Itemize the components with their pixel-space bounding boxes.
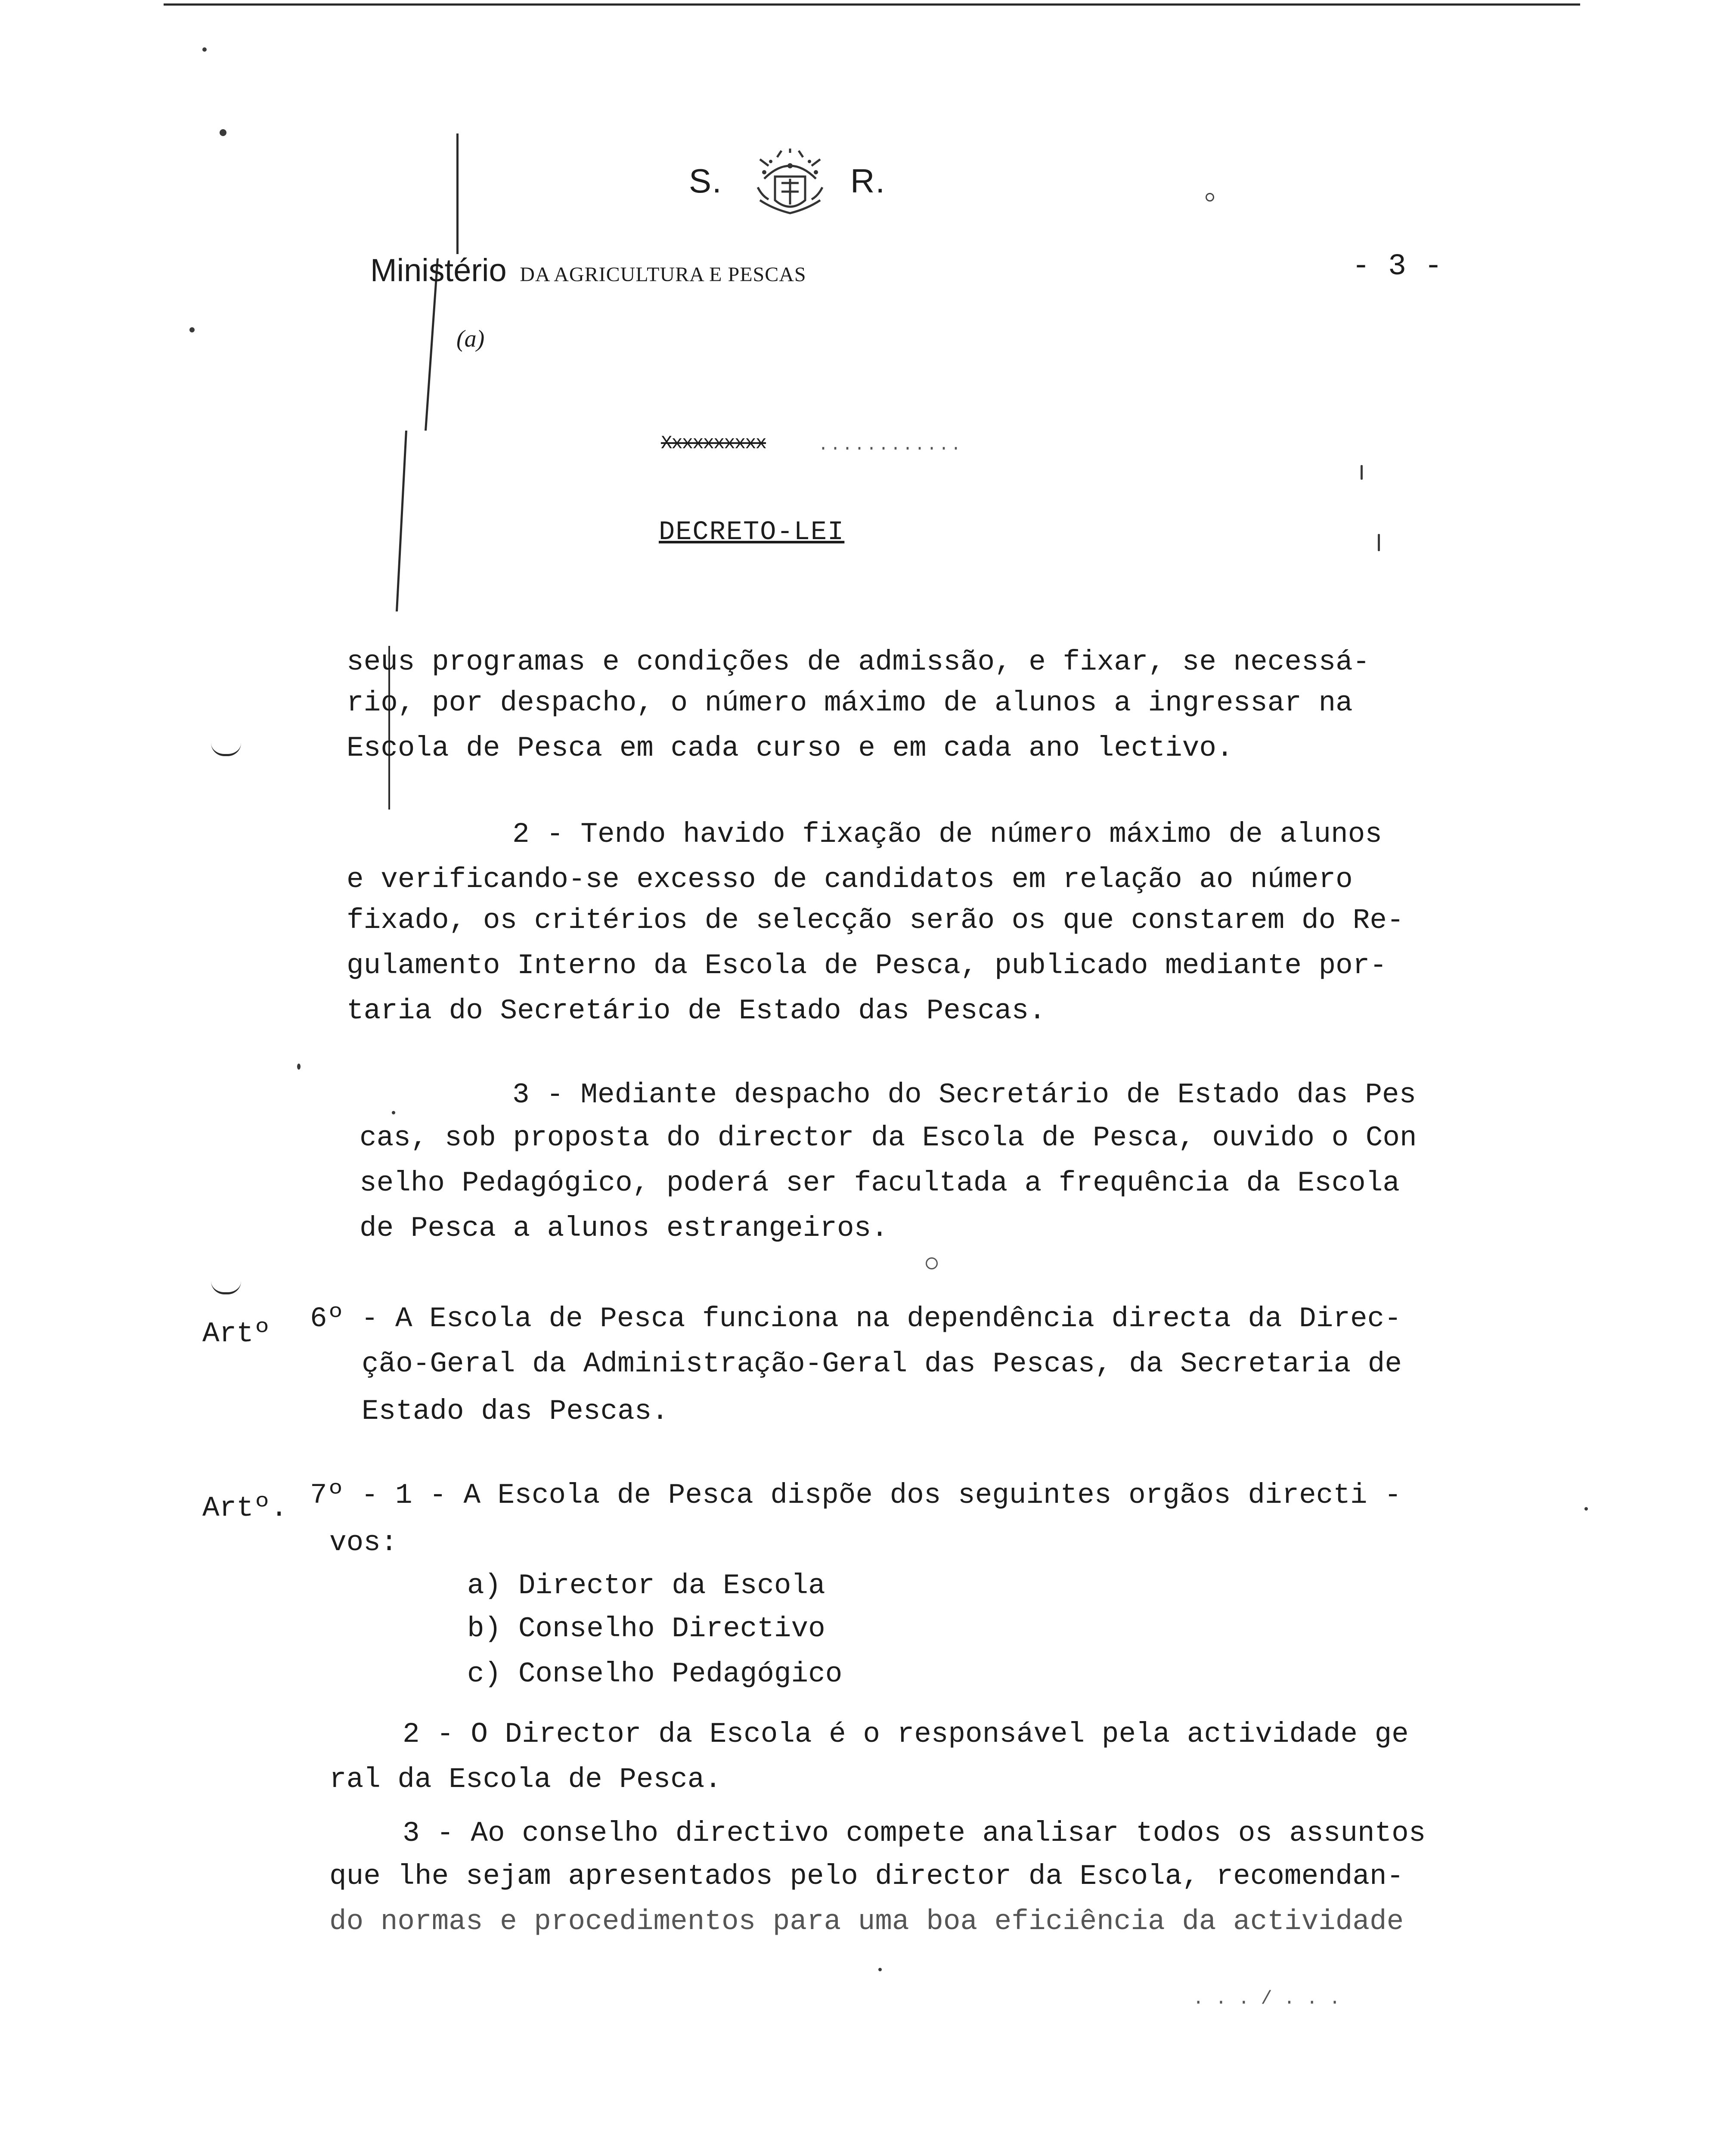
body-line: rio, por despacho, o número máximo de alunos a ingressar na xyxy=(347,687,1353,719)
dotted-fill-line: ............ xyxy=(818,436,963,455)
continuation-mark: . . . / . . . xyxy=(1193,1988,1341,2010)
body-line: que lhe sejam apresentados pelo director da Escola, recomendan- xyxy=(329,1860,1404,1892)
list-item: b) Conselho Directivo xyxy=(467,1613,825,1645)
margin-bracket-mark xyxy=(211,1281,241,1294)
body-line: taria do Secretário de Estado das Pescas. xyxy=(347,995,1046,1027)
article-label: Artº xyxy=(202,1318,271,1350)
scan-speck xyxy=(1361,465,1363,480)
scan-speck xyxy=(297,1064,301,1070)
ministry-name: DA AGRICULTURA E PESCAS xyxy=(520,263,806,286)
body-line: seus programas e condições de admissão, e fixar, se necessá- xyxy=(347,646,1370,678)
scan-speck xyxy=(220,129,226,136)
margin-line-lower xyxy=(396,431,407,611)
document-title: DECRETO-LEI xyxy=(659,517,845,547)
body-line: Estado das Pescas. xyxy=(362,1395,669,1427)
body-line: ral da Escola de Pesca. xyxy=(329,1763,722,1796)
scan-speck xyxy=(926,1257,938,1269)
body-line: cas, sob proposta do director da Escola de Pesca, ouvido o Con xyxy=(360,1122,1417,1154)
scan-mark xyxy=(1206,193,1214,202)
ministry-heading xyxy=(370,252,806,289)
marker-a: (a) xyxy=(456,326,485,352)
header-sr-right: R. xyxy=(850,162,886,200)
page-number: - 3 - xyxy=(1352,250,1443,284)
scan-speck xyxy=(1378,534,1380,551)
body-line: Escola de Pesca em cada curso e em cada ano lectivo. xyxy=(347,732,1234,764)
scan-speck xyxy=(189,327,195,332)
scan-speck xyxy=(202,47,207,52)
struck-out-heading: Xxxxxxxxxx xyxy=(661,433,766,454)
article-label: Artº. xyxy=(202,1492,288,1524)
ministry-prefix: Ministério xyxy=(370,252,507,288)
top-scan-edge-line xyxy=(164,3,1580,6)
body-line: de Pesca a alunos estrangeiros. xyxy=(360,1212,888,1244)
body-line: 2 - Tendo havido fixação de número máximo de alunos xyxy=(512,818,1382,850)
body-line: 3 - Ao conselho directivo compete analisar todos os assuntos xyxy=(403,1817,1426,1849)
body-line: 7º - 1 - A Escola de Pesca dispõe dos seguintes orgãos directi - xyxy=(310,1479,1401,1511)
scan-speck xyxy=(1584,1507,1588,1511)
body-line: e verificando-se excesso de candidatos em relação ao número xyxy=(347,863,1353,896)
header-sr-left: S. xyxy=(689,162,722,200)
scan-speck xyxy=(392,1111,395,1114)
scan-speck xyxy=(878,1968,882,1971)
margin-bracket-mark xyxy=(211,743,241,756)
body-line: selho Pedagógico, poderá ser facultada a frequência da Escola xyxy=(360,1167,1400,1199)
body-line: fixado, os critérios de selecção serão os que constarem do Re- xyxy=(347,904,1404,937)
margin-line-upper xyxy=(456,133,459,254)
list-item: c) Conselho Pedagógico xyxy=(467,1658,843,1690)
body-line: 2 - O Director da Escola é o responsável pela actividade ge xyxy=(403,1718,1409,1750)
coat-of-arms-emblem xyxy=(751,149,829,217)
body-line: ção-Geral da Administração-Geral das Pescas, da Secretaria de xyxy=(362,1348,1402,1380)
body-line: 6º - A Escola de Pesca funciona na dependência directa da Direc- xyxy=(310,1303,1401,1335)
body-line: vos: xyxy=(329,1526,398,1559)
body-line: gulamento Interno da Escola de Pesca, publicado mediante por- xyxy=(347,949,1387,982)
body-line: 3 - Mediante despacho do Secretário de Estado das Pes xyxy=(512,1079,1417,1111)
list-item: a) Director da Escola xyxy=(467,1570,825,1602)
body-line: do normas e procedimentos para uma boa eficiência da actividade xyxy=(329,1905,1404,1938)
